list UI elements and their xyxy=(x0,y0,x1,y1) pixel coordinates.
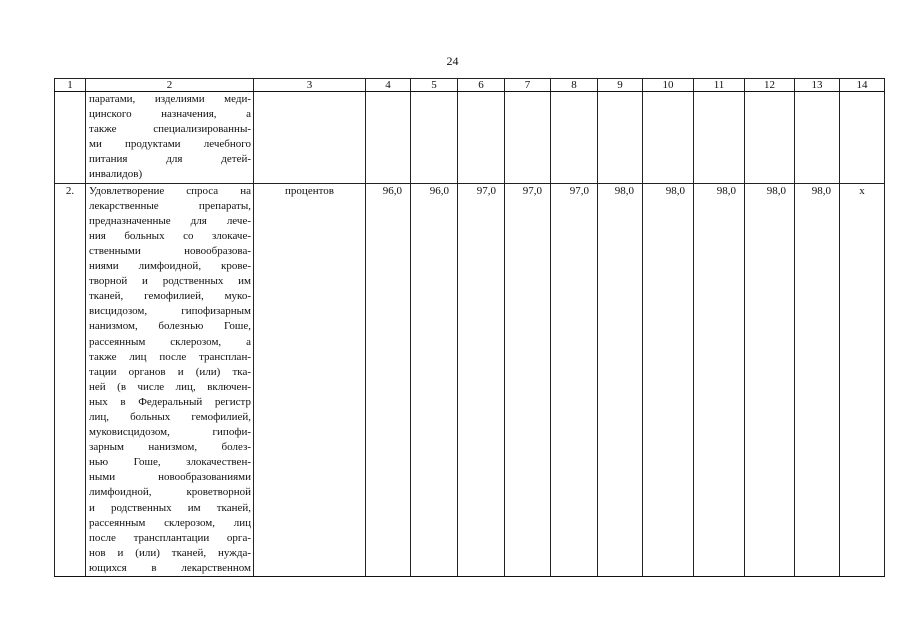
value-cell: 97,0 xyxy=(551,183,598,576)
indicator-text-line: муковисцидозом, гипофи- xyxy=(89,426,251,439)
indicator-text-line: лиц, больных гемофилией, xyxy=(89,410,251,423)
indicator-text-line: ния больных со злокаче- xyxy=(89,229,251,242)
indicator-text-line: ниями лимфоидной, крове- xyxy=(89,260,251,273)
indicator-text-line: также специализированны- xyxy=(89,123,251,136)
indicator-text-line: цинского назначения, а xyxy=(89,108,251,121)
indicator-text-line: паратами, изделиями меди- xyxy=(89,93,251,105)
unit-cell xyxy=(254,92,366,184)
indicator-text-line: ющихся в лекарственном xyxy=(89,561,251,574)
indicator-text-line: после трансплантации орга- xyxy=(89,531,251,544)
indicator-text-line: нью Гоше, злокачествен- xyxy=(89,456,251,469)
final-cell: х xyxy=(840,183,885,576)
value-cell xyxy=(795,92,840,184)
indicator-text-line: ственными новообразова- xyxy=(89,244,251,257)
value-cell xyxy=(411,92,458,184)
final-cell xyxy=(840,92,885,184)
indicator-text-line: ней (в числе лиц, включен- xyxy=(89,380,251,393)
value-cell xyxy=(745,92,795,184)
column-header: 12 xyxy=(745,79,795,92)
value-cell: 98,0 xyxy=(598,183,643,576)
value-cell xyxy=(551,92,598,184)
column-header: 2 xyxy=(86,79,254,92)
indicator-text-line: Удовлетворение спроса на xyxy=(89,184,251,197)
column-header: 14 xyxy=(840,79,885,92)
indicator-text-line: также лиц после трансплан- xyxy=(89,350,251,363)
indicator-text-line: лимфоидной, кроветворной xyxy=(89,486,251,499)
column-header: 6 xyxy=(458,79,505,92)
indicator-text-line: висцидозом, гипофизарным xyxy=(89,305,251,318)
indicator-text-line: ными новообразованиями xyxy=(89,471,251,484)
page-number: 24 xyxy=(446,54,459,68)
value-cell xyxy=(598,92,643,184)
indicator-text-line: зарным нанизмом, болез- xyxy=(89,441,251,454)
indicators-table xyxy=(54,78,885,577)
column-header: 4 xyxy=(366,79,411,92)
column-header: 13 xyxy=(795,79,840,92)
indicator-text-line: нанизмом, болезнью Гоше, xyxy=(89,320,251,333)
column-header: 10 xyxy=(643,79,694,92)
column-number-row xyxy=(55,79,885,92)
value-cell xyxy=(505,92,551,184)
column-header: 5 xyxy=(411,79,458,92)
value-cell xyxy=(643,92,694,184)
value-cell: 96,0 xyxy=(411,183,458,576)
indicator-text-line: тации органов и (или) тка- xyxy=(89,365,251,378)
indicator-text-line: тканей, гемофилией, муко- xyxy=(89,290,251,303)
column-header: 1 xyxy=(55,79,86,92)
value-cell: 98,0 xyxy=(643,183,694,576)
value-cell: 97,0 xyxy=(458,183,505,576)
indicator-name-cell xyxy=(86,183,254,576)
column-header: 11 xyxy=(694,79,745,92)
indicator-text-line: предназначенные для лече- xyxy=(89,214,251,227)
value-cell xyxy=(366,92,411,184)
unit-cell: процентов xyxy=(254,183,366,576)
column-header: 8 xyxy=(551,79,598,92)
row-number-cell: 2. xyxy=(55,183,86,576)
value-cell: 98,0 xyxy=(745,183,795,576)
indicator-text-line: лекарственные препараты, xyxy=(89,199,251,212)
value-cell xyxy=(694,92,745,184)
value-cell: 96,0 xyxy=(366,183,411,576)
table-row xyxy=(55,92,885,184)
indicator-text-line: нов и (или) тканей, нужда- xyxy=(89,546,251,559)
indicator-text-line: питания для детей- xyxy=(89,153,251,166)
column-header: 3 xyxy=(254,79,366,92)
column-header: 7 xyxy=(505,79,551,92)
indicator-name-cell xyxy=(86,92,254,184)
indicator-text-line: и родственных им тканей, xyxy=(89,501,251,514)
indicator-text-line: ми продуктами лечебного xyxy=(89,138,251,151)
indicator-text-line: творной и родственных им xyxy=(89,275,251,288)
value-cell: 98,0 xyxy=(795,183,840,576)
indicator-text-line: ных в Федеральный регистр xyxy=(89,395,251,408)
table-row xyxy=(55,183,885,576)
indicator-text-line: рассеянным склерозом, а xyxy=(89,335,251,348)
value-cell: 98,0 xyxy=(694,183,745,576)
value-cell xyxy=(458,92,505,184)
row-number-cell xyxy=(55,92,86,184)
indicator-text-line: рассеянным склерозом, лиц xyxy=(89,516,251,529)
column-header: 9 xyxy=(598,79,643,92)
indicator-text-line: инвалидов) xyxy=(89,168,143,181)
value-cell: 97,0 xyxy=(505,183,551,576)
